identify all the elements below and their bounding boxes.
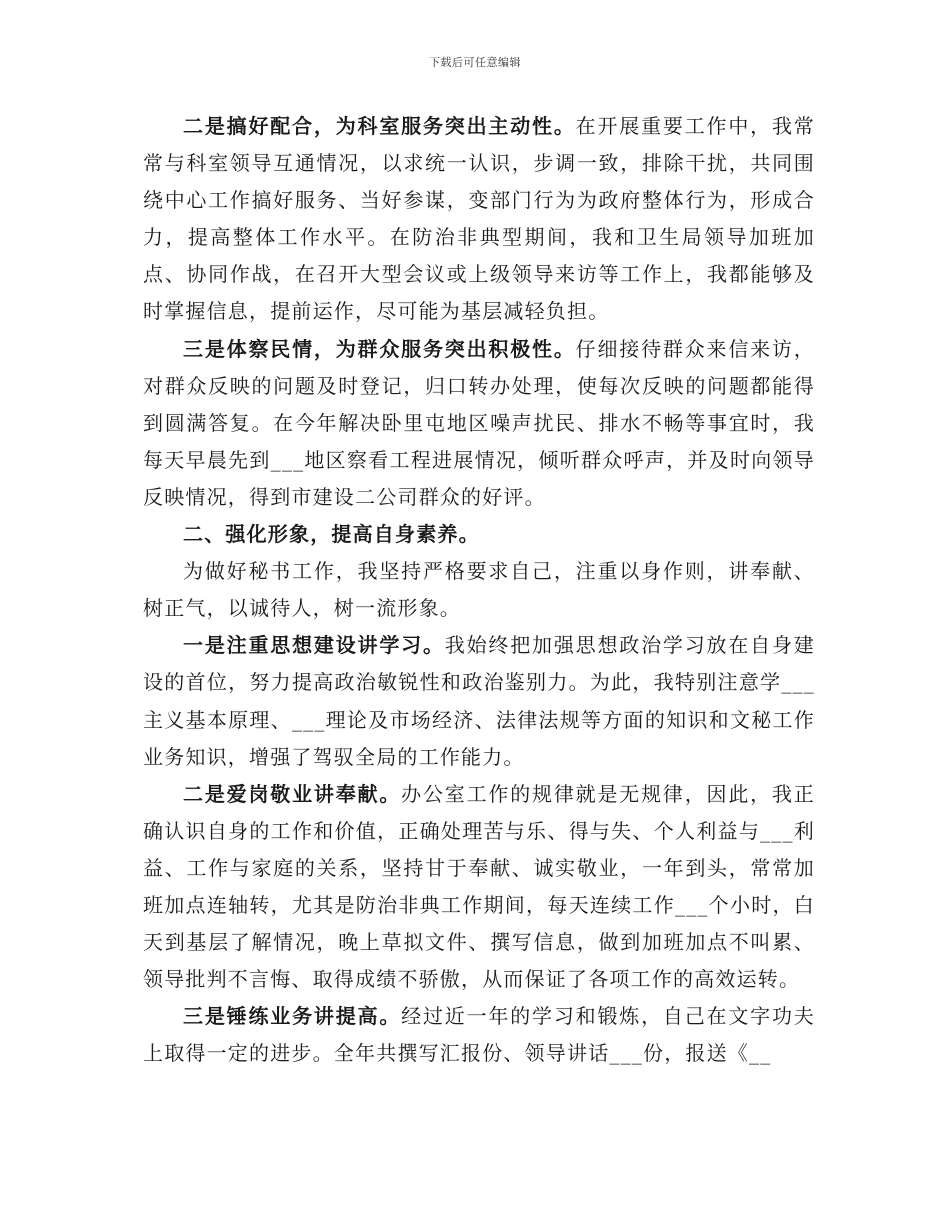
paragraph-text: 为做好秘书工作，我坚持严格要求自己，注重以身作则，讲奉献、树正气，以诚待人，树一流形象。 — [143, 559, 815, 621]
paragraph-study — [143, 627, 815, 775]
paragraph-lead: 一是注重思想建设讲学习。 — [183, 633, 445, 658]
paragraph-public-service — [143, 331, 815, 516]
paragraph-improvement — [143, 998, 815, 1072]
page-header: 下载后可任意编辑 — [429, 56, 521, 69]
paragraph-cooperation — [143, 108, 815, 331]
paragraph-lead: 三是锤练业务讲提高。 — [183, 1004, 402, 1029]
paragraph-lead: 二是爱岗敬业讲奉献。 — [183, 781, 402, 806]
document-body — [143, 108, 815, 1072]
paragraph-dedication — [143, 776, 815, 999]
paragraph-lead: 三是体察民情，为群众服务突出积极性。 — [183, 336, 576, 361]
paragraph-text: 办公室工作的规律就是无规律，因此，我正确认识自身的工作和价值，正确处理苦与乐、得与失、个人利益与___利益、工作与家庭的关系，坚持甘于奉献、诚实敬业，一年到头，常常加班加点连轴转，尤其是防治非典工作期间，每天连续工作___个小时，白天到基层了解情况，晚上草拟文件、撰写信息，做到加班加点不叫累、领导批判不言悔、取得成绩不骄傲，从而保证了各项工作的高效运转。 — [143, 781, 815, 992]
paragraph-text: 经过近一年的学习和锻炼，自己在文字功夫上取得一定的进步。全年共撰写汇报份、领导讲话___份，报送《__ — [143, 1004, 815, 1066]
paragraph-intro — [143, 553, 815, 627]
paragraph-text: 在开展重要工作中，我常常与科室领导互通情况，以求统一认识，步调一致，排除干扰，共同围绕中心工作搞好服务、当好参谋，变部门行为为政府整体行为，形成合力，提高整体工作水平。在防治非典型期间，我和卫生局领导加班加点、协同作战，在召开大型会议或上级领导来访等工作上，我都能够及时掌握信息，提前运作，尽可能为基层减轻负担。 — [143, 114, 815, 324]
paragraph-text: 仔细接待群众来信来访，对群众反映的问题及时登记，归口转办处理，使每次反映的问题都能得到圆满答复。在今年解决卧里屯地区噪声扰民、排水不畅等事宜时，我每天早晨先到___地区察看工程进展情况，倾听群众呼声，并及时向领导反映情况，得到市建设二公司群众的好评。 — [143, 336, 815, 509]
section-heading-text: 二、强化形象，提高自身素养。 — [183, 522, 480, 547]
paragraph-text: 我始终把加强思想政治学习放在自身建设的首位，努力提高政治敏锐性和政治鉴别力。为此，我特别注意学___主义基本原理、___理论及市场经济、法律法规等方面的知识和文秘工作业务知识，增强了驾驭全局的工作能力。 — [143, 633, 816, 769]
section-heading — [143, 516, 815, 553]
paragraph-lead: 二是搞好配合，为科室服务突出主动性。 — [183, 114, 576, 138]
